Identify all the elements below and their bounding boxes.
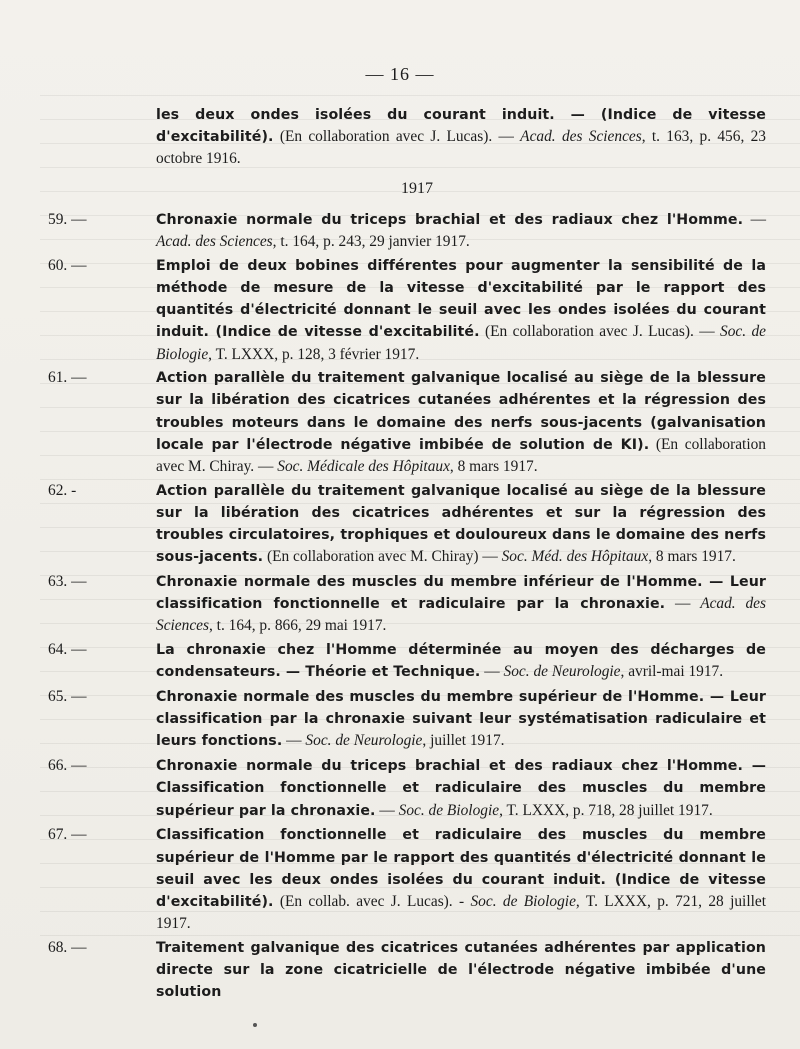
entry-post: , T. LXXX, p. 721, 28 juillet 1917. (156, 892, 766, 933)
entry-number: 68. — (48, 938, 87, 956)
entry-post: , T. LXXX, p. 128, 3 février 1917. (208, 345, 420, 363)
entry-title: les deux ondes isolées du courant induit. — (Indice de vitesse d'excitabilité). (156, 107, 766, 146)
entry-number: 65. — (48, 688, 87, 706)
entry-body (156, 937, 766, 1004)
entry-body (156, 367, 766, 477)
entry-body (156, 255, 766, 365)
entry-body (156, 755, 766, 822)
entry-ref: Soc. de Biologie (156, 323, 766, 363)
entry-pre: — (375, 801, 399, 819)
entry-number: 59. — (48, 210, 87, 228)
entry-pre: — (282, 732, 306, 750)
bibliography-entry (48, 367, 766, 477)
entry-body (156, 824, 766, 934)
entry-post: , 8 mars 1917. (648, 548, 736, 566)
entry-number: 66. — (48, 757, 87, 775)
entry-title: Chronaxie normale du triceps brachial et des radiaux chez l'Homme. — Classification fonctionnelle et radiculaire des muscles du membre supérieur par la chronaxie. (156, 758, 766, 819)
entry-ref: Soc. de Biologie (398, 801, 500, 819)
entry-post: , t. 163, p. 456, 23 octobre 1916. (156, 128, 766, 168)
entry-number: 60. — (48, 256, 87, 274)
entry-pre: (En collaboration avec M. Chiray) — (263, 548, 502, 566)
entry-post: , t. 164, p. 866, 29 mai 1917. (208, 617, 387, 635)
entry-pre: — (665, 595, 701, 613)
entry-body (156, 686, 766, 753)
entry-pre: (En collaboration avec M. Chiray. — (156, 435, 766, 476)
entry-number: 67. — (48, 826, 87, 844)
bibliography-entry (48, 255, 766, 365)
bibliography-entry (48, 686, 766, 753)
entry-ref: Soc. Méd. des Hôpitaux (501, 548, 649, 566)
entry-title: Traitement galvanique des cicatrices cutanées adhérentes par application directe sur la zone cicatricielle de l'électrode négative imbibée d'une solution (156, 939, 766, 1001)
bibliography-list (48, 104, 766, 1006)
entry-title: Emploi de deux bobines différentes pour augmenter la sensibilité de la méthode de mesure de la vitesse d'excitabilité par le rapport des quantités d'électricité donnant le seuil avec les ondes isolées du courant induit. (Indice de vitesse d'excitabilité. (156, 257, 766, 341)
entry-ref: Soc. de Biologie (470, 892, 576, 910)
entry-post: , avril-mai 1917. (620, 663, 724, 681)
page-number: — 16 — (365, 64, 435, 84)
entry-title: Classification fonctionnelle et radiculaire des muscles du membre supérieur de l'Homme par le rapport des quantités d'électricité donnant le seuil avec les deux ondes isolées du courant induit. (Indice de vitesse d'excitabilité). (156, 827, 766, 910)
entry-body (156, 639, 766, 683)
bibliography-entry (48, 639, 766, 683)
entry-title: Chronaxie normale du triceps brachial et des radiaux chez l'Homme. (156, 211, 744, 228)
entry-post: , T. LXXX, p. 718, 28 juillet 1917. (499, 801, 713, 819)
entry-title: Chronaxie normale des muscles du membre supérieur de l'Homme. — Leur classification par la chronaxie suivant leur systématisation radiculaire et leurs fonctions. (156, 689, 766, 750)
entry-ref: Acad. des Sciences (520, 128, 642, 146)
entry-title: Chronaxie normale des muscles du membre inférieur de l'Homme. — Leur classification fonctionnelle et radiculaire par la chronaxie. (156, 574, 766, 613)
bibliography-entry (48, 824, 766, 934)
entries (48, 209, 766, 1004)
entry-body (156, 209, 766, 252)
year-heading: 1917 (401, 179, 433, 197)
entry-number: 63. — (48, 573, 87, 591)
entry-number: 64. — (48, 641, 87, 659)
bibliography-entry (48, 480, 766, 569)
continued-entry (48, 104, 766, 170)
entry-ref: Acad. des Sciences (156, 595, 766, 635)
entry-ref: Soc. de Neurologie (305, 732, 423, 750)
entry-pre: (En collab. avec J. Lucas). - (273, 892, 471, 910)
bibliography-entry (48, 937, 766, 1004)
entry-post: , 8 mars 1917. (449, 458, 538, 476)
entry-pre: (En collaboration avec J. Lucas). — (479, 323, 720, 341)
entry-title: La chronaxie chez l'Homme déterminée au moyen des décharges de condensateurs. — Théorie et Technique. (156, 642, 766, 681)
entry-pre: — (743, 210, 766, 228)
entry-number: 61. — (48, 369, 87, 387)
entry-pre: (En collaboration avec J. Lucas). — (279, 128, 521, 146)
entry-title: Action parallèle du traitement galvanique localisé au siège de la blessure sur la libération des cicatrices adhérentes et sur la régression des troubles circulatoires, trophiques et douloureux dans le domaine des nerfs sous-jacents. (156, 482, 766, 566)
bibliography-entry (48, 755, 766, 822)
entry-body (156, 571, 766, 637)
entry-post: , t. 164, p. 243, 29 janvier 1917. (272, 233, 470, 251)
bibliography-entry (48, 571, 766, 637)
entry-ref: Soc. Médicale des Hôpitaux (277, 458, 450, 476)
entry-number: 62. - (48, 481, 77, 499)
entry-title: Action parallèle du traitement galvanique localisé au siège de la blessure sur la libération des cicatrices cutanées adhérentes et la régression des troubles moteurs dans le domaine des nerfs sous-jacents (galvanisation locale par l'électrode négative imbibée de solution de KI). (156, 370, 766, 453)
entry-post: , juillet 1917. (422, 732, 505, 750)
entry-ref: Soc. de Neurologie (503, 663, 621, 681)
entry-ref: Acad. des Sciences (156, 233, 273, 251)
entry-pre: — (480, 663, 504, 681)
entry-body (156, 480, 766, 569)
bibliography-entry (48, 209, 766, 252)
ink-speck (253, 1023, 257, 1027)
